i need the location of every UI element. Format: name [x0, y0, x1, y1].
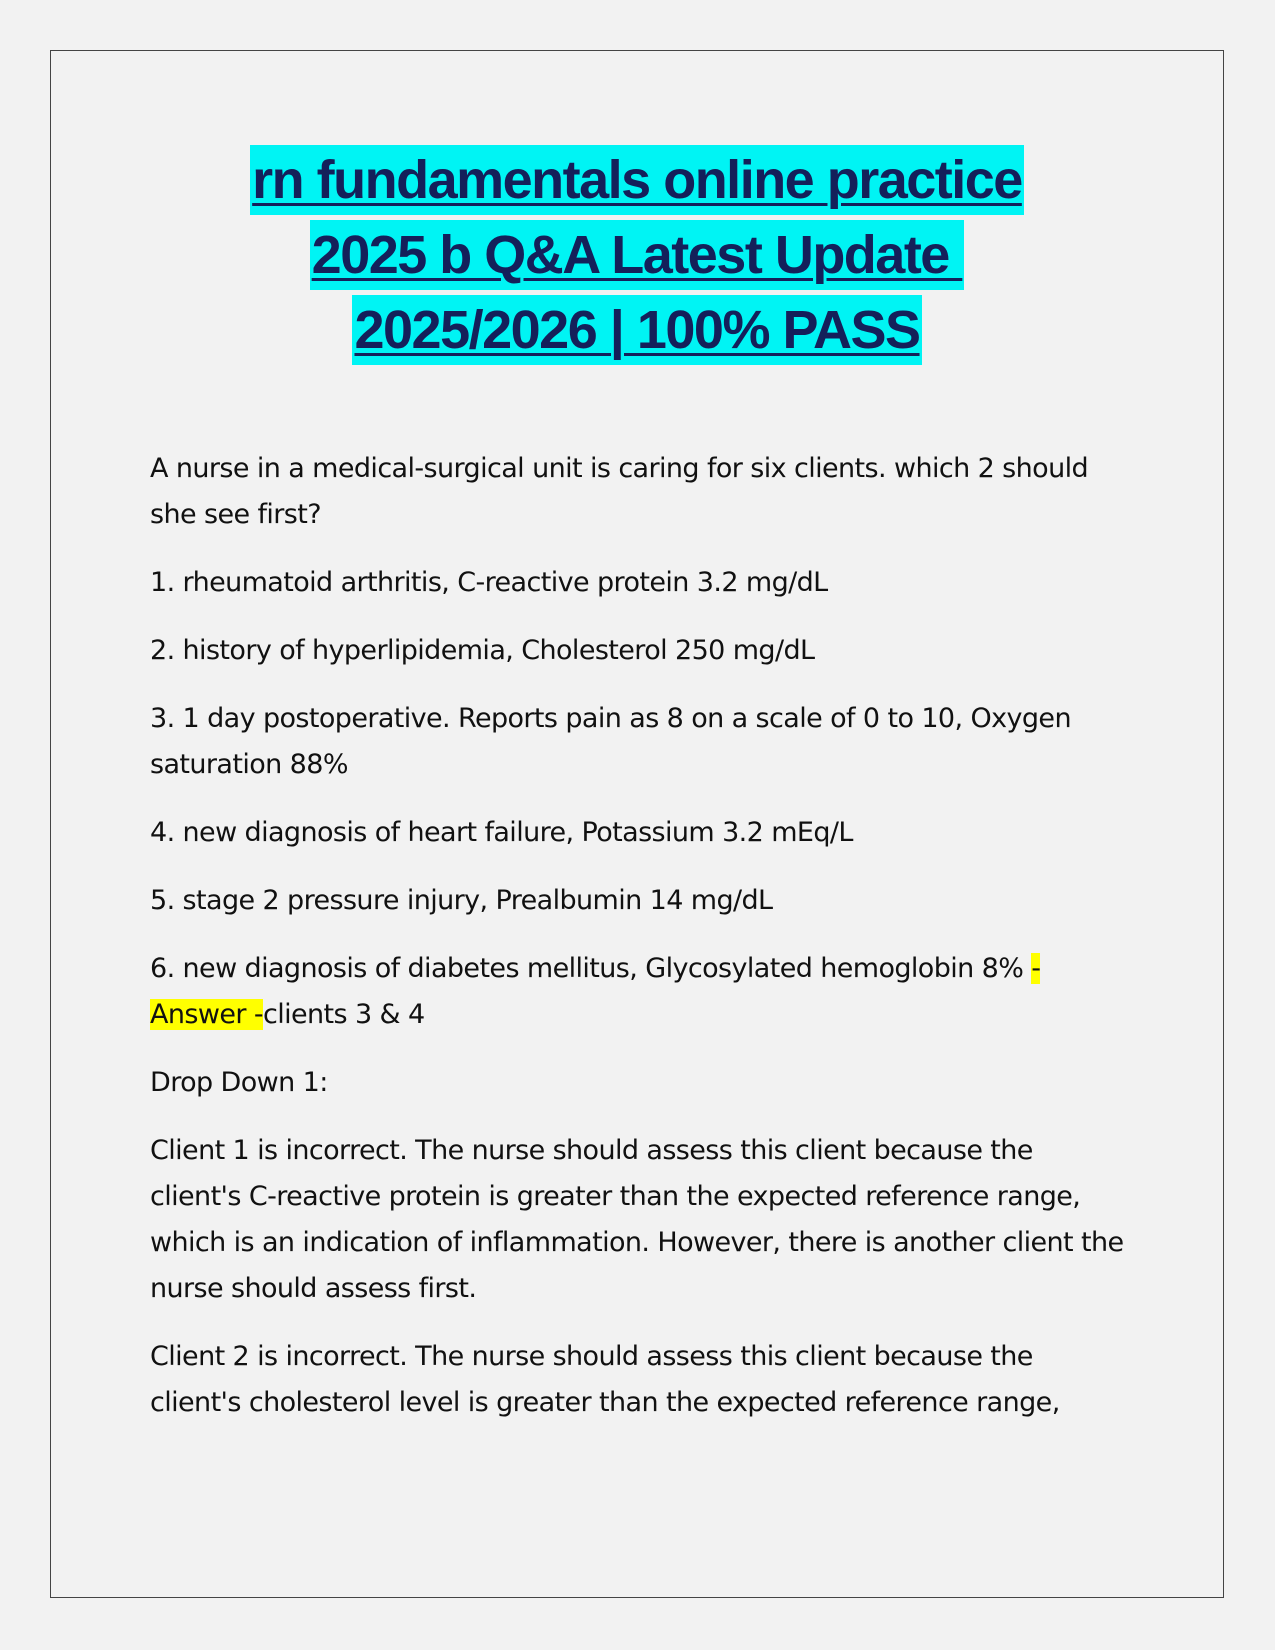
title-line-1: rn fundamentals online practice [250, 145, 1024, 215]
title-line-2: 2025 b Q&A Latest Update [310, 220, 965, 290]
option-6-with-answer [150, 946, 1130, 1038]
option-2: 2. history of hyperlipidemia, Cholesterol 250 mg/dL [150, 635, 815, 666]
option-4: 4. new diagnosis of heart failure, Potassium 3.2 mEq/L [150, 817, 853, 848]
document-title [50, 142, 1224, 367]
option-6: 6. new diagnosis of diabetes mellitus, Glycosylated hemoglobin 8% [150, 953, 1032, 984]
document-body [150, 446, 1130, 1448]
explanation-paragraph-2: Client 2 is incorrect. The nurse should assess this client because the client's cholesterol level is greater than the expected reference range, [150, 1341, 1060, 1418]
option-5: 5. stage 2 pressure injury, Prealbumin 14 mg/dL [150, 885, 773, 916]
option-3: 3. 1 day postoperative. Reports pain as 8 on a scale of 0 to 10, Oxygen saturation 88% [150, 703, 1071, 780]
explanation-paragraph-1: Client 1 is incorrect. The nurse should assess this client because the client's C-reactive protein is greater than the expected reference range, which is an indication of inflammation. However, there is another client the nurse should assess first. [150, 1135, 1124, 1304]
answer-text: clients 3 & 4 [262, 999, 425, 1030]
title-line-3: 2025/2026 | 100% PASS [352, 295, 921, 365]
answer-marker: -Answer - [150, 953, 1041, 1030]
question-stem: A nurse in a medical-surgical unit is caring for six clients. which 2 should she see first? [150, 453, 1089, 530]
explanation-heading: Drop Down 1: [150, 1067, 328, 1098]
option-1: 1. rheumatoid arthritis, C-reactive protein 3.2 mg/dL [150, 567, 828, 598]
